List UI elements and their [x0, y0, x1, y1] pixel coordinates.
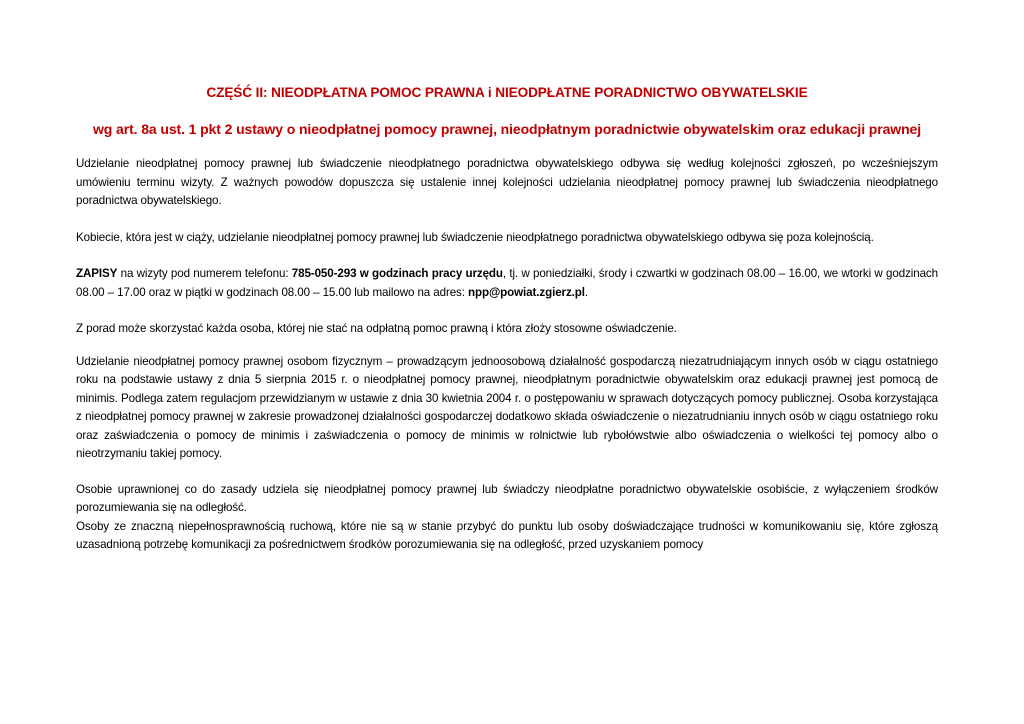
- paragraph-in-person: Osobie uprawnionej co do zasady udziela się nieodpłatnej pomocy prawnej lub świadczy nieodpłatne poradnictwo obywatelskie osobiście, z wyłączeniem środków porozumiewania się na odległość.: [76, 482, 938, 514]
- registration-text-1: na wizyty pod numerem telefonu:: [117, 267, 292, 280]
- paragraph-order-of-service: Udzielanie nieodpłatnej pomocy prawnej lub świadczenie nieodpłatnego poradnictwa obywatelskiego odbywa się według kolejności zgłoszeń, po wcześniejszym umówieniu terminu wizyty. Z ważnych powodów dopuszcza się ustalenie innej kolejności udzielania nieodpłatnej pomocy prawnej lub świadczenia nieodpłatnego poradnictwa obywatelskiego.: [76, 157, 938, 207]
- section-title: CZĘŚĆ II: NIEODPŁATNA POMOC PRAWNA i NIEODPŁATNE PORADNICTWO OBYWATELSKIE: [206, 85, 808, 100]
- registration-phone: 785-050-293 w godzinach pracy urzędu: [291, 267, 503, 280]
- registration-text-2: , tj. w poniedziałki, środy i czwartki w godzinach 08.00 – 16.00, we wtorki w godzinach 08.00 – 17.00 oraz w piątki w godzinach 08.00 – 15.00 lub mailowo na adres:: [76, 267, 938, 299]
- paragraph-eligibility: Z porad może skorzystać każda osoba, której nie stać na odpłatną pomoc prawną i która złoży stosowne oświadczenie.: [76, 322, 677, 335]
- registration-label: ZAPISY: [76, 267, 118, 280]
- paragraph-pregnant-priority: Kobiecie, która jest w ciąży, udzielanie nieodpłatnej pomocy prawnej lub świadczenie nieodpłatnego poradnictwa obywatelskiego odbywa się poza kolejnością.: [76, 230, 874, 244]
- paragraph-remote-communication: Osoby ze znaczną niepełnosprawnością ruchową, które nie są w stanie przybyć do punktu lub osoby doświadczające trudności w komunikowaniu się, które zgłoszą uzasadnioną potrzebę komunikacji za pośrednictwem środków porozumiewania się na odległość, przed uzyskaniem pomocy: [76, 519, 938, 551]
- paragraph-de-minimis: Udzielanie nieodpłatnej pomocy prawnej osobom fizycznym – prowadzącym jednoosobową działalność gospodarczą niezatrudniającym innych osób w ciągu ostatniego roku na podstawie ustawy z dnia 5 sierpnia 2015 r. o nieodpłatnej pomocy prawnej, nieodpłatnym poradnictwie obywatelskim oraz edukacji prawnej jest pomocą de minimis. Podlega zatem regulacjom przewidzianym w ustawie z dnia 30 kwietnia 2004 r. o postępowaniu w sprawach dotyczących pomocy publicznej. Osoba korzystająca z nieodpłatnej pomocy prawnej w zakresie prowadzonej działalności gospodarczej dodatkowo składa oświadczenie o niezatrudnianiu innych osób w ciągu ostatniego roku oraz zaświadczenia o pomocy de minimis i zaświadczenia o pomocy de minimis w rolnictwie lub rybołówstwie albo oświadczenia o wielkości tej pomocy albo o nieotrzymaniu takiej pomocy.: [76, 354, 938, 460]
- section-subtitle: wg art. 8a ust. 1 pkt 2 ustawy o nieodpłatnej pomocy prawnej, nieodpłatnym poradnictwie obywatelskim oraz edukacji prawnej: [93, 121, 921, 137]
- registration-text-3: .: [584, 285, 589, 299]
- document-content: [76, 84, 938, 555]
- registration-email[interactable]: npp@powiat.zgierz.pl: [468, 285, 585, 299]
- paragraph-registration: [76, 265, 938, 302]
